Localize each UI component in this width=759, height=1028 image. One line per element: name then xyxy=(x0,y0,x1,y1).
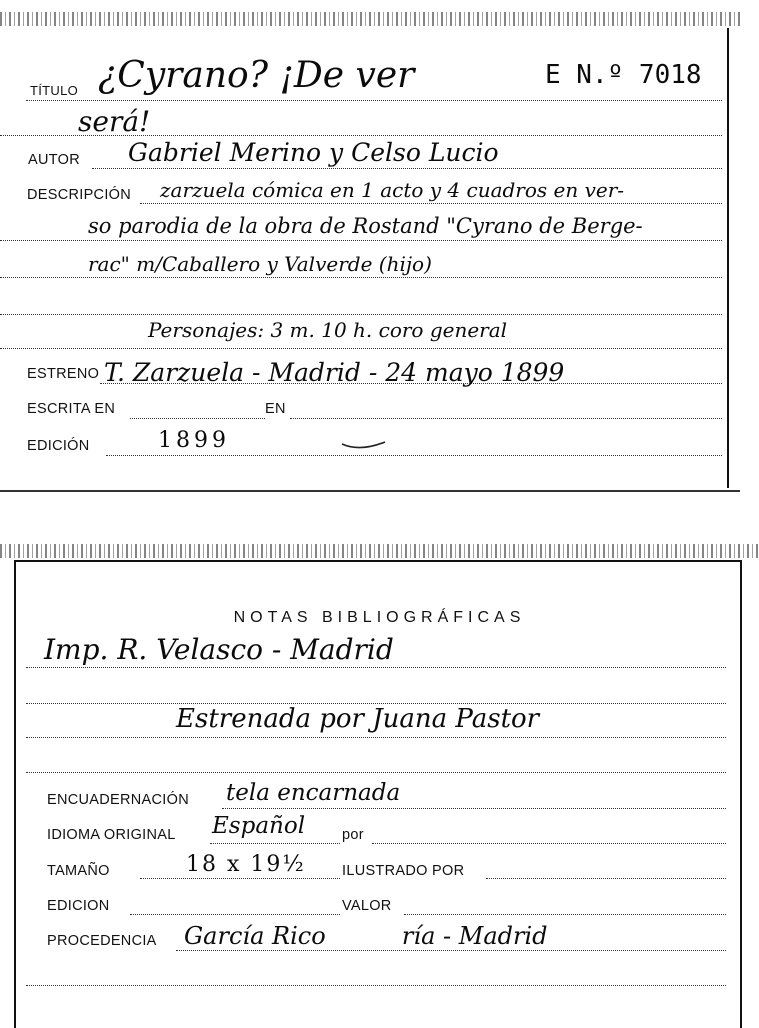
label-edicion: EDICIÓN xyxy=(27,438,90,454)
label-en: EN xyxy=(265,401,286,417)
ruled-line xyxy=(26,737,726,738)
ruled-line xyxy=(92,168,722,169)
handwritten-encuadernacion: tela encarnada xyxy=(226,780,401,806)
handwritten-imprenta: Imp. R. Velasco - Madrid xyxy=(44,633,394,666)
handwritten-edicion-year: 1899 xyxy=(158,428,230,453)
ruled-line xyxy=(140,203,722,204)
label-por: por xyxy=(342,827,364,843)
catalog-card-top xyxy=(0,0,740,495)
handwritten-catalog-number: E N.º 7018 xyxy=(545,60,702,90)
label-estreno: ESTRENO xyxy=(27,366,100,382)
label-ilustrado-por: ILUSTRADO POR xyxy=(342,863,465,879)
label-encuadernacion: ENCUADERNACIÓN xyxy=(47,792,189,808)
label-descripcion: DESCRIPCIÓN xyxy=(27,187,132,203)
ruled-line xyxy=(0,314,722,315)
handwritten-tamano: 18 x 19½ xyxy=(186,852,306,877)
section-heading: NOTAS BIBLIOGRÁFICAS xyxy=(233,609,526,626)
label-valor: VALOR xyxy=(342,898,392,914)
torn-edge-top xyxy=(0,544,759,558)
ruled-line xyxy=(140,878,340,879)
label-tamano: TAMAÑO xyxy=(47,863,110,879)
handwritten-idioma: Español xyxy=(212,813,306,839)
pencil-mark xyxy=(340,430,390,454)
card-border-top xyxy=(14,560,742,562)
handwritten-procedencia: García Rico ría - Madrid xyxy=(184,922,548,950)
card-border-bottom xyxy=(0,490,740,492)
label-edicion-bottom: EDICION xyxy=(47,898,110,914)
ruled-line xyxy=(222,808,726,809)
ruled-line xyxy=(176,950,726,951)
torn-edge-top xyxy=(0,12,740,26)
card-border-right xyxy=(740,562,742,1028)
ruled-line xyxy=(210,843,340,844)
card-border-right xyxy=(727,28,729,488)
handwritten-title-line2: será! xyxy=(78,105,151,138)
ruled-line xyxy=(130,418,265,419)
ruled-line xyxy=(290,418,722,419)
handwritten-estreno: T. Zarzuela - Madrid - 24 mayo 1899 xyxy=(104,358,565,387)
handwritten-title-line1: ¿Cyrano? ¡De ver xyxy=(98,55,415,96)
ruled-line xyxy=(372,843,726,844)
ruled-line xyxy=(26,100,722,101)
ruled-line xyxy=(26,985,726,986)
ruled-line xyxy=(0,348,722,349)
card-border-left xyxy=(14,562,16,1028)
handwritten-description-line2: so parodia de la obra de Rostand "Cyrano de Berge- xyxy=(88,214,643,238)
ruled-line xyxy=(106,455,722,456)
handwritten-estrenada: Estrenada por Juana Pastor xyxy=(176,704,540,734)
label-autor: AUTOR xyxy=(28,152,80,168)
ruled-line xyxy=(0,240,722,241)
ruled-line xyxy=(486,878,726,879)
label-procedencia: PROCEDENCIA xyxy=(47,933,157,949)
handwritten-description-line1: zarzuela cómica en 1 acto y 4 cuadros en ver- xyxy=(160,178,625,202)
label-idioma-original: IDIOMA ORIGINAL xyxy=(47,827,176,843)
handwritten-personajes: Personajes: 3 m. 10 h. coro general xyxy=(148,318,508,342)
label-titulo: TÍTULO xyxy=(30,83,79,98)
ruled-line xyxy=(404,914,726,915)
ruled-line xyxy=(26,667,726,668)
label-escrita-en: ESCRITA EN xyxy=(27,401,116,417)
ruled-line xyxy=(26,772,726,773)
ruled-line xyxy=(0,277,722,278)
handwritten-description-line3: rac" m/Caballero y Valverde (hijo) xyxy=(88,252,432,276)
handwritten-author: Gabriel Merino y Celso Lucio xyxy=(128,138,499,167)
ruled-line xyxy=(130,914,340,915)
